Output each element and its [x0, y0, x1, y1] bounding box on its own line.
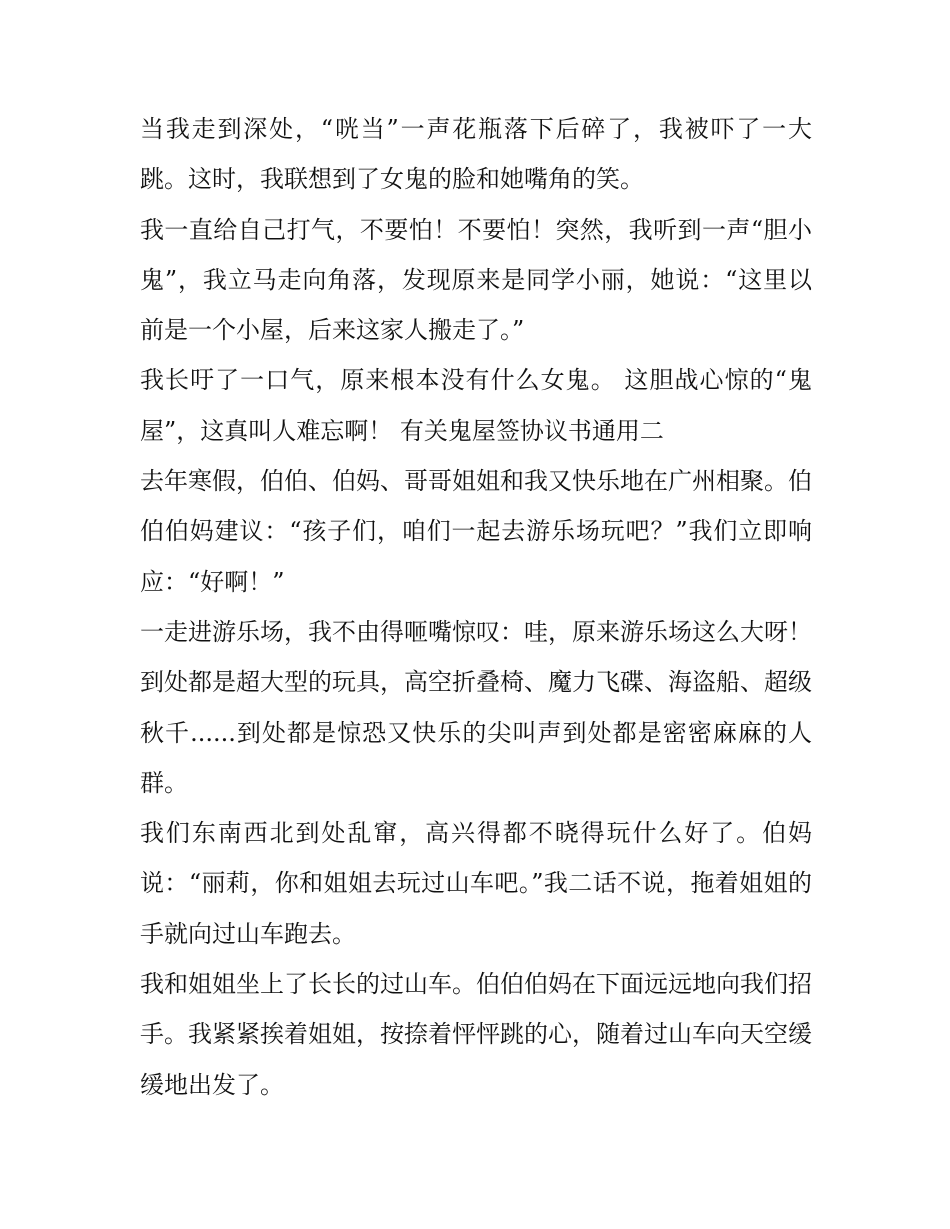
- paragraph-2: 我一直给自己打气，不要怕！不要怕！突然，我听到一声“胆小鬼”，我立马走向角落，发现原来是同学小丽，她说：“这里以前是一个小屋，后来这家人搬走了。”: [140, 215, 812, 345]
- document-body: [140, 104, 812, 1110]
- paragraph-1: 当我走到深处，“咣当”一声花瓶落下后碎了，我被吓了一大跳。这时，我联想到了女鬼的脸和她嘴角的笑。: [140, 115, 812, 194]
- paragraph-6: 我们东南西北到处乱窜，高兴得都不晓得玩什么好了。伯妈说：“丽莉，你和姐姐去玩过山车吧。”我二话不说，拖着姐姐的手就向过山车跑去。: [140, 819, 812, 948]
- paragraph-3: 我长吁了一口气，原来根本没有什么女鬼。 这胆战心惊的“鬼屋”，这真叫人难忘啊！ 有关鬼屋签协议书通用二: [140, 366, 812, 445]
- paragraph-4: 去年寒假，伯伯、伯妈、哥哥姐姐和我又快乐地在广州相聚。伯伯伯妈建议：“孩子们，咱们一起去游乐场玩吧？”我们立即响应：“好啊！”: [140, 467, 812, 596]
- paragraph-7: 我和姐姐坐上了长长的过山车。伯伯伯妈在下面远远地向我们招手。我紧紧挨着姐姐，按捺着怦怦跳的心，随着过山车向天空缓缓地出发了。: [140, 970, 812, 1099]
- paragraph-5: 一走进游乐场，我不由得咂嘴惊叹：哇，原来游乐场这么大呀！到处都是超大型的玩具，高空折叠椅、魔力飞碟、海盗船、超级秋千......到处都是惊恐又快乐的尖叫声到处都是密密麻麻的人群。: [140, 617, 812, 797]
